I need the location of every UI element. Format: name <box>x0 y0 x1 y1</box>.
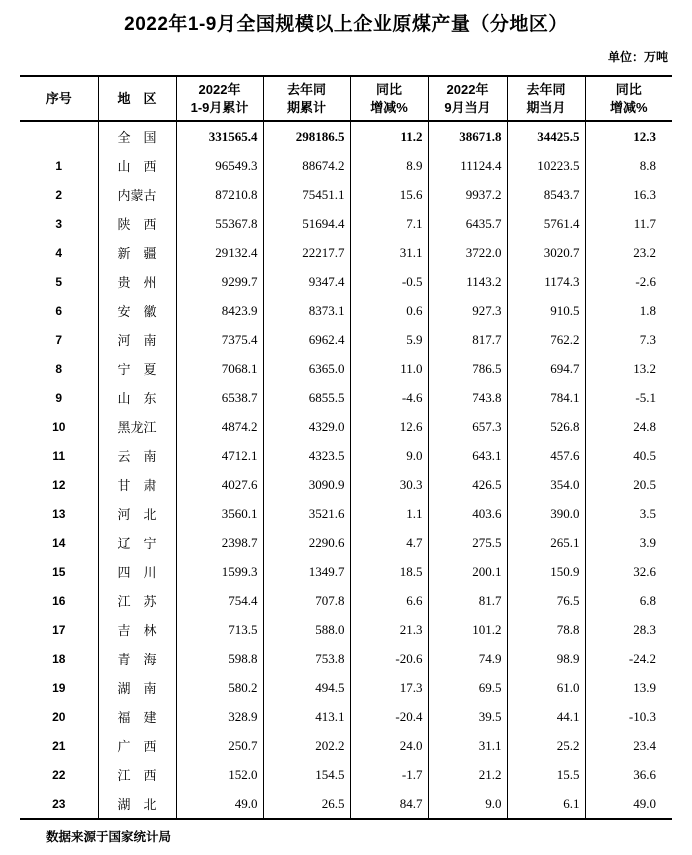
column-header-line: 2022年 <box>198 81 241 97</box>
cell-value-2: -1.7 <box>350 760 428 789</box>
column-header-line: 地 区 <box>117 90 157 106</box>
cell-value-5: 12.3 <box>585 121 672 151</box>
table-row <box>20 586 672 615</box>
table-row <box>20 731 672 760</box>
table-row <box>20 499 672 528</box>
column-header-line: 序号 <box>45 90 72 106</box>
cell-serial-number: 5 <box>55 274 63 289</box>
cell-value-4: 5761.4 <box>507 209 585 238</box>
cell-serial-number: 19 <box>52 680 66 695</box>
cell-serial-number: 22 <box>52 767 66 782</box>
cell-value-2: 18.5 <box>350 557 428 586</box>
column-header-line: 2022年 <box>446 81 489 97</box>
cell-region: 黑龙江 <box>98 412 176 441</box>
cell-serial-number: 9 <box>55 390 63 405</box>
cell-value-5: 16.3 <box>585 180 672 209</box>
cell-region: 安 徽 <box>98 296 176 325</box>
cell-value-4: 354.0 <box>507 470 585 499</box>
cell-value-4: 265.1 <box>507 528 585 557</box>
cell-region: 江 苏 <box>98 586 176 615</box>
cell-value-1: 1349.7 <box>263 557 350 586</box>
cell-value-3: 74.9 <box>428 644 507 673</box>
cell-value-5: 13.2 <box>585 354 672 383</box>
cell-value-5: 36.6 <box>585 760 672 789</box>
cell-value-1: 6962.4 <box>263 325 350 354</box>
table-row <box>20 267 672 296</box>
column-header-2 <box>176 76 263 121</box>
column-header-line: 去年同 <box>526 81 566 97</box>
cell-value-2: 0.6 <box>350 296 428 325</box>
cell-value-2: 5.9 <box>350 325 428 354</box>
cell-value-3: 11124.4 <box>428 151 507 180</box>
cell-region: 贵 州 <box>98 267 176 296</box>
cell-value-1: 6855.5 <box>263 383 350 412</box>
table-row <box>20 354 672 383</box>
table-row <box>20 470 672 499</box>
cell-value-5: 49.0 <box>585 789 672 819</box>
column-header-0 <box>20 76 98 121</box>
table-header-row <box>20 76 672 121</box>
column-header-line: 1-9月累计 <box>190 99 249 115</box>
cell-value-2: 84.7 <box>350 789 428 819</box>
cell-value-2: 17.3 <box>350 673 428 702</box>
cell-value-5: 24.8 <box>585 412 672 441</box>
cell-value-2: 1.1 <box>350 499 428 528</box>
page-title: 2022年1-9月全国规模以上企业原煤产量（分地区） <box>124 14 568 35</box>
cell-value-4: 150.9 <box>507 557 585 586</box>
cell-value-0: 580.2 <box>176 673 263 702</box>
cell-value-1: 707.8 <box>263 586 350 615</box>
cell-region: 湖 北 <box>98 789 176 819</box>
cell-value-0: 754.4 <box>176 586 263 615</box>
cell-value-3: 81.7 <box>428 586 507 615</box>
cell-region: 陕 西 <box>98 209 176 238</box>
cell-value-0: 4874.2 <box>176 412 263 441</box>
cell-region: 福 建 <box>98 702 176 731</box>
cell-value-1: 88674.2 <box>263 151 350 180</box>
table-row <box>20 615 672 644</box>
column-header-line: 增减% <box>370 99 408 115</box>
cell-value-4: 784.1 <box>507 383 585 412</box>
cell-value-0: 49.0 <box>176 789 263 819</box>
cell-serial-number: 17 <box>52 622 66 637</box>
cell-value-4: 25.2 <box>507 731 585 760</box>
cell-value-1: 4323.5 <box>263 441 350 470</box>
cell-serial-number: 10 <box>52 419 66 434</box>
column-header-1 <box>98 76 176 121</box>
cell-value-1: 75451.1 <box>263 180 350 209</box>
cell-serial-number: 16 <box>52 593 66 608</box>
cell-value-1: 202.2 <box>263 731 350 760</box>
cell-value-4: 6.1 <box>507 789 585 819</box>
cell-value-2: -20.4 <box>350 702 428 731</box>
cell-region: 宁 夏 <box>98 354 176 383</box>
cell-value-0: 55367.8 <box>176 209 263 238</box>
cell-value-2: 12.6 <box>350 412 428 441</box>
table-row <box>20 702 672 731</box>
cell-value-0: 96549.3 <box>176 151 263 180</box>
cell-value-0: 331565.4 <box>176 121 263 151</box>
cell-value-3: 39.5 <box>428 702 507 731</box>
cell-value-1: 51694.4 <box>263 209 350 238</box>
table-row <box>20 557 672 586</box>
cell-value-4: 8543.7 <box>507 180 585 209</box>
cell-value-1: 9347.4 <box>263 267 350 296</box>
cell-value-0: 7375.4 <box>176 325 263 354</box>
cell-value-3: 38671.8 <box>428 121 507 151</box>
cell-value-4: 1174.3 <box>507 267 585 296</box>
cell-value-3: 31.1 <box>428 731 507 760</box>
cell-value-3: 817.7 <box>428 325 507 354</box>
table-row <box>20 151 672 180</box>
cell-serial-number: 8 <box>55 361 63 376</box>
cell-value-1: 3090.9 <box>263 470 350 499</box>
cell-value-3: 21.2 <box>428 760 507 789</box>
cell-value-4: 910.5 <box>507 296 585 325</box>
cell-value-3: 643.1 <box>428 441 507 470</box>
cell-value-0: 87210.8 <box>176 180 263 209</box>
cell-value-3: 426.5 <box>428 470 507 499</box>
cell-value-1: 26.5 <box>263 789 350 819</box>
column-header-line: 期累计 <box>286 99 326 115</box>
cell-value-4: 390.0 <box>507 499 585 528</box>
cell-serial-number: 20 <box>52 709 66 724</box>
cell-serial-number: 15 <box>52 564 66 579</box>
cell-region: 全 国 <box>98 121 176 151</box>
cell-region: 内蒙古 <box>98 180 176 209</box>
cell-value-0: 328.9 <box>176 702 263 731</box>
cell-value-0: 598.8 <box>176 644 263 673</box>
cell-serial-number: 12 <box>52 477 66 492</box>
cell-value-3: 786.5 <box>428 354 507 383</box>
cell-serial-number: 21 <box>52 738 66 753</box>
cell-value-1: 753.8 <box>263 644 350 673</box>
cell-value-0: 9299.7 <box>176 267 263 296</box>
cell-value-2: 30.3 <box>350 470 428 499</box>
column-header-line: 9月当月 <box>444 99 491 115</box>
cell-value-4: 15.5 <box>507 760 585 789</box>
cell-region: 甘 肃 <box>98 470 176 499</box>
unit-note: 单位：万吨 <box>607 50 668 64</box>
cell-value-2: -20.6 <box>350 644 428 673</box>
cell-value-5: 13.9 <box>585 673 672 702</box>
column-header-line: 期当月 <box>526 99 566 115</box>
cell-region: 新 疆 <box>98 238 176 267</box>
cell-value-0: 4712.1 <box>176 441 263 470</box>
cell-value-5: -10.3 <box>585 702 672 731</box>
coal-production-table <box>20 75 672 820</box>
cell-region: 江 西 <box>98 760 176 789</box>
cell-value-2: 15.6 <box>350 180 428 209</box>
cell-value-4: 44.1 <box>507 702 585 731</box>
cell-value-1: 6365.0 <box>263 354 350 383</box>
cell-region: 四 川 <box>98 557 176 586</box>
cell-value-2: 24.0 <box>350 731 428 760</box>
cell-region: 山 东 <box>98 383 176 412</box>
cell-value-1: 2290.6 <box>263 528 350 557</box>
cell-value-2: 9.0 <box>350 441 428 470</box>
cell-value-0: 152.0 <box>176 760 263 789</box>
cell-value-0: 4027.6 <box>176 470 263 499</box>
table-row <box>20 673 672 702</box>
cell-value-5: 3.9 <box>585 528 672 557</box>
cell-value-2: 11.2 <box>350 121 428 151</box>
cell-value-4: 76.5 <box>507 586 585 615</box>
cell-value-2: 21.3 <box>350 615 428 644</box>
cell-value-5: 6.8 <box>585 586 672 615</box>
cell-value-1: 298186.5 <box>263 121 350 151</box>
cell-region: 云 南 <box>98 441 176 470</box>
cell-value-2: 6.6 <box>350 586 428 615</box>
cell-value-3: 6435.7 <box>428 209 507 238</box>
cell-value-4: 10223.5 <box>507 151 585 180</box>
cell-value-0: 250.7 <box>176 731 263 760</box>
cell-value-5: -5.1 <box>585 383 672 412</box>
cell-value-5: 3.5 <box>585 499 672 528</box>
cell-value-5: 23.2 <box>585 238 672 267</box>
cell-value-5: 11.7 <box>585 209 672 238</box>
cell-serial-number: 1 <box>55 158 63 173</box>
column-header-3 <box>263 76 350 121</box>
cell-value-4: 61.0 <box>507 673 585 702</box>
cell-region: 辽 宁 <box>98 528 176 557</box>
cell-value-3: 9937.2 <box>428 180 507 209</box>
cell-value-0: 6538.7 <box>176 383 263 412</box>
cell-value-5: 8.8 <box>585 151 672 180</box>
cell-region: 青 海 <box>98 644 176 673</box>
cell-serial-number: 7 <box>55 332 63 347</box>
column-header-5 <box>428 76 507 121</box>
cell-value-3: 657.3 <box>428 412 507 441</box>
cell-value-2: 11.0 <box>350 354 428 383</box>
cell-value-3: 9.0 <box>428 789 507 819</box>
cell-value-5: 20.5 <box>585 470 672 499</box>
cell-value-3: 927.3 <box>428 296 507 325</box>
cell-value-4: 694.7 <box>507 354 585 383</box>
cell-value-5: 28.3 <box>585 615 672 644</box>
cell-value-5: 1.8 <box>585 296 672 325</box>
cell-value-0: 8423.9 <box>176 296 263 325</box>
cell-value-3: 200.1 <box>428 557 507 586</box>
cell-value-3: 275.5 <box>428 528 507 557</box>
cell-region: 河 北 <box>98 499 176 528</box>
cell-region: 河 南 <box>98 325 176 354</box>
column-header-7 <box>585 76 672 121</box>
cell-value-0: 29132.4 <box>176 238 263 267</box>
cell-value-4: 98.9 <box>507 644 585 673</box>
column-header-line: 增减% <box>609 99 648 115</box>
cell-region: 广 西 <box>98 731 176 760</box>
table-row <box>20 528 672 557</box>
cell-value-4: 457.6 <box>507 441 585 470</box>
cell-value-5: 7.3 <box>585 325 672 354</box>
cell-value-4: 78.8 <box>507 615 585 644</box>
cell-serial-number: 4 <box>55 245 63 260</box>
cell-value-2: 4.7 <box>350 528 428 557</box>
cell-value-3: 403.6 <box>428 499 507 528</box>
cell-value-4: 3020.7 <box>507 238 585 267</box>
cell-value-5: 23.4 <box>585 731 672 760</box>
table-row <box>20 383 672 412</box>
cell-value-0: 1599.3 <box>176 557 263 586</box>
cell-value-4: 34425.5 <box>507 121 585 151</box>
cell-serial-number: 18 <box>52 651 66 666</box>
table-row <box>20 760 672 789</box>
cell-value-3: 3722.0 <box>428 238 507 267</box>
cell-value-1: 4329.0 <box>263 412 350 441</box>
cell-value-1: 154.5 <box>263 760 350 789</box>
cell-value-0: 2398.7 <box>176 528 263 557</box>
cell-serial-number: 2 <box>55 187 63 202</box>
cell-region: 湖 南 <box>98 673 176 702</box>
cell-value-1: 494.5 <box>263 673 350 702</box>
cell-value-5: -2.6 <box>585 267 672 296</box>
cell-value-2: -4.6 <box>350 383 428 412</box>
cell-value-5: 40.5 <box>585 441 672 470</box>
cell-value-1: 22217.7 <box>263 238 350 267</box>
column-header-line: 去年同 <box>286 81 326 97</box>
table-row <box>20 238 672 267</box>
column-header-line: 同比 <box>375 81 402 97</box>
cell-serial-number: 3 <box>55 216 63 231</box>
table-row <box>20 180 672 209</box>
cell-value-2: 31.1 <box>350 238 428 267</box>
column-header-4 <box>350 76 428 121</box>
source-note: 数据来源于国家统计局 <box>46 830 172 844</box>
table-row <box>20 209 672 238</box>
cell-value-2: 7.1 <box>350 209 428 238</box>
table-row <box>20 325 672 354</box>
cell-value-2: -0.5 <box>350 267 428 296</box>
cell-value-0: 3560.1 <box>176 499 263 528</box>
table-row <box>20 644 672 673</box>
cell-value-3: 69.5 <box>428 673 507 702</box>
cell-serial-number: 6 <box>55 303 63 318</box>
table-row <box>20 412 672 441</box>
cell-value-3: 743.8 <box>428 383 507 412</box>
cell-serial-number <box>20 121 98 151</box>
column-header-line: 同比 <box>615 81 642 97</box>
table-row <box>20 296 672 325</box>
cell-value-2: 8.9 <box>350 151 428 180</box>
table-row-total <box>20 121 672 151</box>
cell-value-4: 526.8 <box>507 412 585 441</box>
cell-serial-number: 11 <box>52 448 66 463</box>
cell-serial-number: 23 <box>52 796 66 811</box>
cell-value-1: 3521.6 <box>263 499 350 528</box>
cell-value-5: -24.2 <box>585 644 672 673</box>
cell-value-1: 413.1 <box>263 702 350 731</box>
table-row <box>20 789 672 819</box>
cell-serial-number: 13 <box>52 506 66 521</box>
cell-region: 山 西 <box>98 151 176 180</box>
cell-value-1: 588.0 <box>263 615 350 644</box>
cell-region: 吉 林 <box>98 615 176 644</box>
cell-value-5: 32.6 <box>585 557 672 586</box>
cell-value-4: 762.2 <box>507 325 585 354</box>
cell-value-3: 1143.2 <box>428 267 507 296</box>
cell-value-0: 713.5 <box>176 615 263 644</box>
cell-value-0: 7068.1 <box>176 354 263 383</box>
column-header-6 <box>507 76 585 121</box>
cell-value-3: 101.2 <box>428 615 507 644</box>
cell-serial-number: 14 <box>52 535 66 550</box>
table-row <box>20 441 672 470</box>
cell-value-1: 8373.1 <box>263 296 350 325</box>
